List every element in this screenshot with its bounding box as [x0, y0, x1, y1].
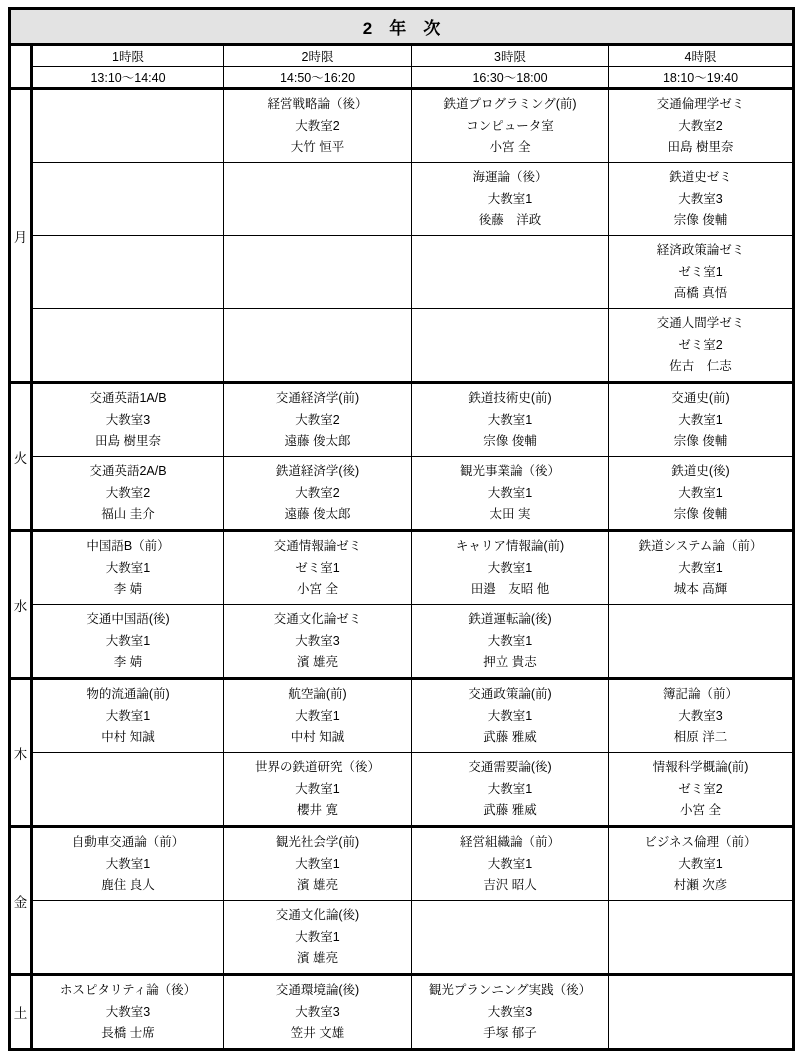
empty-cell [32, 236, 224, 309]
teacher-text: 濱 雄亮 [297, 950, 338, 965]
room-text: 大教室1 [487, 191, 533, 206]
class-cell [224, 901, 412, 975]
room-text: 大教室3 [105, 1004, 151, 1019]
course-text: 交通人間学ゼミ [656, 316, 745, 331]
room-text: 大教室1 [487, 485, 533, 500]
teacher-text: 宗像 俊輔 [673, 506, 728, 521]
teacher-text: 中村 知誠 [101, 729, 155, 744]
class-cell [412, 679, 609, 753]
teacher-text: 濱 雄亮 [297, 654, 338, 669]
class-cell-content [412, 829, 608, 899]
class-cell-content [33, 533, 223, 603]
course-text: 情報科学概論(前) [652, 760, 749, 775]
class-cell [32, 679, 224, 753]
class-cell-content [609, 310, 792, 380]
room-text: 大教室1 [295, 856, 340, 871]
period-header-1: 1時限 [32, 45, 224, 67]
class-cell-content [609, 164, 792, 234]
teacher-text: 武藤 雅威 [483, 729, 537, 744]
teacher-text: 佐古 仁志 [669, 358, 732, 373]
class-cell [32, 457, 224, 531]
class-cell [609, 679, 794, 753]
class-cell-content [609, 91, 792, 161]
room-text: 大教室1 [678, 560, 723, 575]
room-text: 大教室1 [678, 856, 723, 871]
class-cell [412, 531, 609, 605]
course-text: 鉄道史ゼミ [669, 170, 732, 185]
class-cell-content [412, 458, 608, 528]
teacher-text: 城本 高輝 [673, 581, 728, 596]
class-cell [609, 531, 794, 605]
timetable-row [10, 975, 794, 1050]
course-text: 交通政策論(前) [468, 687, 552, 702]
teacher-text: 武藤 雅威 [483, 802, 537, 817]
course-text: 鉄道技術史(前) [468, 391, 552, 406]
timetable-row [10, 531, 794, 605]
teacher-text: 小宮 全 [297, 581, 338, 596]
class-cell [412, 89, 609, 163]
room-text: 大教室3 [678, 708, 723, 723]
class-cell-content [33, 829, 223, 899]
class-cell [412, 163, 609, 236]
day-label: 木 [10, 679, 32, 827]
empty-cell [412, 309, 609, 383]
empty-cell [32, 309, 224, 383]
room-text: ゼミ室1 [295, 560, 340, 575]
room-text: 大教室1 [678, 412, 723, 427]
room-text: コンピュータ室 [466, 118, 554, 133]
class-cell-content [609, 458, 792, 528]
class-cell-content [33, 385, 223, 455]
class-cell [609, 163, 794, 236]
class-cell-content [33, 681, 223, 751]
teacher-text: 長橋 士席 [101, 1025, 155, 1040]
teacher-text: 李 婧 [113, 654, 143, 669]
course-text: 観光社会学(前) [275, 835, 360, 850]
course-text: 経営組織論（前） [459, 835, 560, 850]
teacher-text: 押立 貴志 [483, 654, 537, 669]
class-cell-content [224, 754, 411, 824]
teacher-text: 後藤 洋政 [478, 212, 542, 227]
teacher-text: 村瀬 次彦 [673, 877, 728, 892]
teacher-text: 相原 洋二 [673, 729, 728, 744]
course-text: 交通情報論ゼミ [273, 539, 362, 554]
class-cell [609, 827, 794, 901]
course-text: 鉄道プログラミング(前) [443, 97, 577, 112]
teacher-text: 遠藤 俊太郎 [284, 433, 351, 448]
room-text: 大教室1 [105, 708, 151, 723]
teacher-text: 福山 圭介 [101, 506, 155, 521]
teacher-text: 李 婧 [113, 581, 143, 596]
empty-cell [609, 605, 794, 679]
class-cell [609, 89, 794, 163]
room-text: ゼミ室1 [678, 264, 723, 279]
teacher-text: 小宮 全 [680, 802, 721, 817]
class-cell-content [33, 606, 223, 676]
room-text: 大教室2 [295, 118, 340, 133]
teacher-text: 鹿住 良人 [101, 877, 155, 892]
empty-cell [609, 975, 794, 1050]
timetable-2nd-year [8, 7, 795, 1051]
teacher-text: 遠藤 俊太郎 [284, 506, 351, 521]
teacher-text: 太田 実 [489, 506, 531, 521]
class-cell [32, 975, 224, 1050]
teacher-text: 小宮 全 [489, 139, 531, 154]
class-cell [224, 975, 412, 1050]
period-time-2: 14:50～16:20 [224, 67, 412, 89]
class-cell-content [224, 681, 411, 751]
class-cell [32, 605, 224, 679]
teacher-text: 濱 雄亮 [297, 877, 338, 892]
class-cell-content [609, 754, 792, 824]
class-cell-content [412, 754, 608, 824]
empty-cell [224, 309, 412, 383]
course-text: 交通需要論(後) [468, 760, 552, 775]
empty-cell [412, 901, 609, 975]
course-text: 観光事業論（後） [459, 464, 560, 479]
class-cell [224, 753, 412, 827]
room-text: 大教室2 [295, 485, 340, 500]
teacher-text: 櫻井 寛 [297, 802, 338, 817]
room-text: 大教室1 [105, 856, 151, 871]
timetable-row [10, 753, 794, 827]
course-text: キャリア情報論(前) [455, 539, 565, 554]
teacher-text: 田邉 友昭 他 [470, 581, 550, 596]
empty-cell [224, 163, 412, 236]
course-text: 航空論(前) [288, 687, 347, 702]
class-cell [224, 679, 412, 753]
room-text: 大教室2 [105, 485, 151, 500]
course-text: 鉄道運転論(後) [468, 612, 552, 627]
class-cell-content [412, 681, 608, 751]
class-cell [224, 457, 412, 531]
page-title: 2 年 次 [10, 9, 794, 45]
class-cell-content [224, 829, 411, 899]
class-cell-content [412, 91, 608, 161]
teacher-text: 中村 知誠 [290, 729, 345, 744]
period-header-2: 2時限 [224, 45, 412, 67]
course-text: ホスピタリティ論（後） [59, 983, 197, 998]
period-time-3: 16:30～18:00 [412, 67, 609, 89]
course-text: 交通倫理学ゼミ [656, 97, 745, 112]
timetable-row [10, 827, 794, 901]
room-text: 大教室1 [487, 708, 533, 723]
class-cell-content [412, 977, 608, 1047]
room-text: 大教室1 [487, 560, 533, 575]
class-cell-content [609, 533, 792, 603]
class-cell [609, 309, 794, 383]
teacher-text: 手塚 郁子 [483, 1025, 537, 1040]
class-cell [412, 753, 609, 827]
class-cell [609, 236, 794, 309]
empty-cell [32, 89, 224, 163]
day-label: 水 [10, 531, 32, 679]
teacher-text: 田島 樹里奈 [667, 139, 734, 154]
timetable-row [10, 457, 794, 531]
course-text: 物的流通論(前) [86, 687, 170, 702]
teacher-text: 宗像 俊輔 [673, 212, 728, 227]
timetable-body [10, 89, 794, 1050]
title-row [10, 9, 794, 45]
course-text: 鉄道経済学(後) [275, 464, 360, 479]
period-header-row [10, 45, 794, 67]
period-time-4: 18:10～19:40 [609, 67, 794, 89]
room-text: 大教室3 [295, 633, 340, 648]
room-text: 大教室1 [487, 781, 533, 796]
class-cell [224, 605, 412, 679]
class-cell-content [224, 385, 411, 455]
empty-cell [32, 163, 224, 236]
class-cell [412, 383, 609, 457]
room-text: 大教室1 [487, 633, 533, 648]
teacher-text: 田島 樹里奈 [95, 433, 161, 448]
room-text: 大教室1 [295, 781, 340, 796]
course-text: 中国語B（前） [86, 539, 170, 554]
room-text: 大教室3 [678, 191, 723, 206]
class-cell [609, 457, 794, 531]
class-cell [224, 89, 412, 163]
timetable-row [10, 163, 794, 236]
class-cell [609, 753, 794, 827]
class-cell-content [33, 977, 223, 1047]
class-cell-content [412, 164, 608, 234]
room-text: 大教室2 [678, 118, 723, 133]
room-text: 大教室3 [105, 412, 151, 427]
day-label: 火 [10, 383, 32, 531]
course-text: 交通文化論(後) [275, 908, 360, 923]
class-cell-content [224, 606, 411, 676]
course-text: 簿記論（前） [662, 687, 738, 702]
class-cell-content [224, 902, 411, 972]
course-text: 交通中国語(後) [86, 612, 170, 627]
course-text: 鉄道史(後) [671, 464, 730, 479]
day-label: 月 [10, 89, 32, 383]
room-text: 大教室1 [105, 633, 151, 648]
period-time-1: 13:10～14:40 [32, 67, 224, 89]
room-text: 大教室3 [487, 1004, 533, 1019]
teacher-text: 大竹 恒平 [290, 139, 345, 154]
class-cell [224, 383, 412, 457]
class-cell-content [33, 458, 223, 528]
class-cell-content [224, 977, 411, 1047]
class-cell-content [224, 91, 411, 161]
class-cell-content [224, 458, 411, 528]
timetable-row [10, 236, 794, 309]
room-text: ゼミ室2 [678, 781, 723, 796]
room-text: 大教室1 [295, 708, 340, 723]
timetable-header [10, 9, 794, 89]
class-cell-content [609, 681, 792, 751]
course-text: ビジネス倫理（前） [644, 835, 757, 850]
class-cell [224, 531, 412, 605]
class-cell [32, 531, 224, 605]
class-cell [412, 605, 609, 679]
course-text: 交通英語2A/B [89, 464, 167, 479]
room-text: ゼミ室2 [678, 337, 723, 352]
room-text: 大教室1 [295, 929, 340, 944]
room-text: 大教室1 [487, 412, 533, 427]
course-text: 交通文化論ゼミ [273, 612, 362, 627]
room-text: 大教室1 [105, 560, 151, 575]
empty-cell [32, 753, 224, 827]
teacher-text: 宗像 俊輔 [673, 433, 728, 448]
course-text: 世界の鉄道研究（後） [254, 760, 380, 775]
corner-cell [10, 45, 32, 89]
timetable-row [10, 901, 794, 975]
class-cell-content [412, 606, 608, 676]
course-text: 自動車交通論（前） [71, 835, 185, 850]
class-cell [32, 827, 224, 901]
room-text: 大教室1 [678, 485, 723, 500]
day-label: 土 [10, 975, 32, 1050]
course-text: 経営戦略論（後） [267, 97, 368, 112]
timetable-row [10, 605, 794, 679]
class-cell [412, 975, 609, 1050]
empty-cell [32, 901, 224, 975]
timetable-row [10, 383, 794, 457]
course-text: 交通環境論(後) [275, 983, 360, 998]
timetable-row [10, 89, 794, 163]
course-text: 交通英語1A/B [89, 391, 167, 406]
teacher-text: 吉沢 昭人 [483, 877, 537, 892]
class-cell-content [224, 533, 411, 603]
class-cell [412, 827, 609, 901]
empty-cell [224, 236, 412, 309]
class-cell-content [609, 385, 792, 455]
class-cell [609, 383, 794, 457]
empty-cell [412, 236, 609, 309]
course-text: 鉄道システム論（前） [638, 539, 763, 554]
course-text: 交通経済学(前) [275, 391, 360, 406]
course-text: 海運論（後） [472, 170, 548, 185]
teacher-text: 笠井 文雄 [290, 1025, 345, 1040]
room-text: 大教室2 [295, 412, 340, 427]
class-cell-content [609, 237, 792, 307]
period-header-4: 4時限 [609, 45, 794, 67]
teacher-text: 高橋 真悟 [673, 285, 728, 300]
period-header-3: 3時限 [412, 45, 609, 67]
course-text: 交通史(前) [671, 391, 730, 406]
class-cell [412, 457, 609, 531]
course-text: 観光プランニング実践（後） [428, 983, 592, 998]
day-label: 金 [10, 827, 32, 975]
class-cell-content [412, 533, 608, 603]
teacher-text: 宗像 俊輔 [483, 433, 537, 448]
class-cell [224, 827, 412, 901]
course-text: 経済政策論ゼミ [656, 243, 745, 258]
timetable-row [10, 309, 794, 383]
empty-cell [609, 901, 794, 975]
class-cell [32, 383, 224, 457]
room-text: 大教室3 [295, 1004, 340, 1019]
class-cell-content [609, 829, 792, 899]
class-cell-content [412, 385, 608, 455]
timetable-row [10, 679, 794, 753]
time-header-row [10, 67, 794, 89]
room-text: 大教室1 [487, 856, 533, 871]
